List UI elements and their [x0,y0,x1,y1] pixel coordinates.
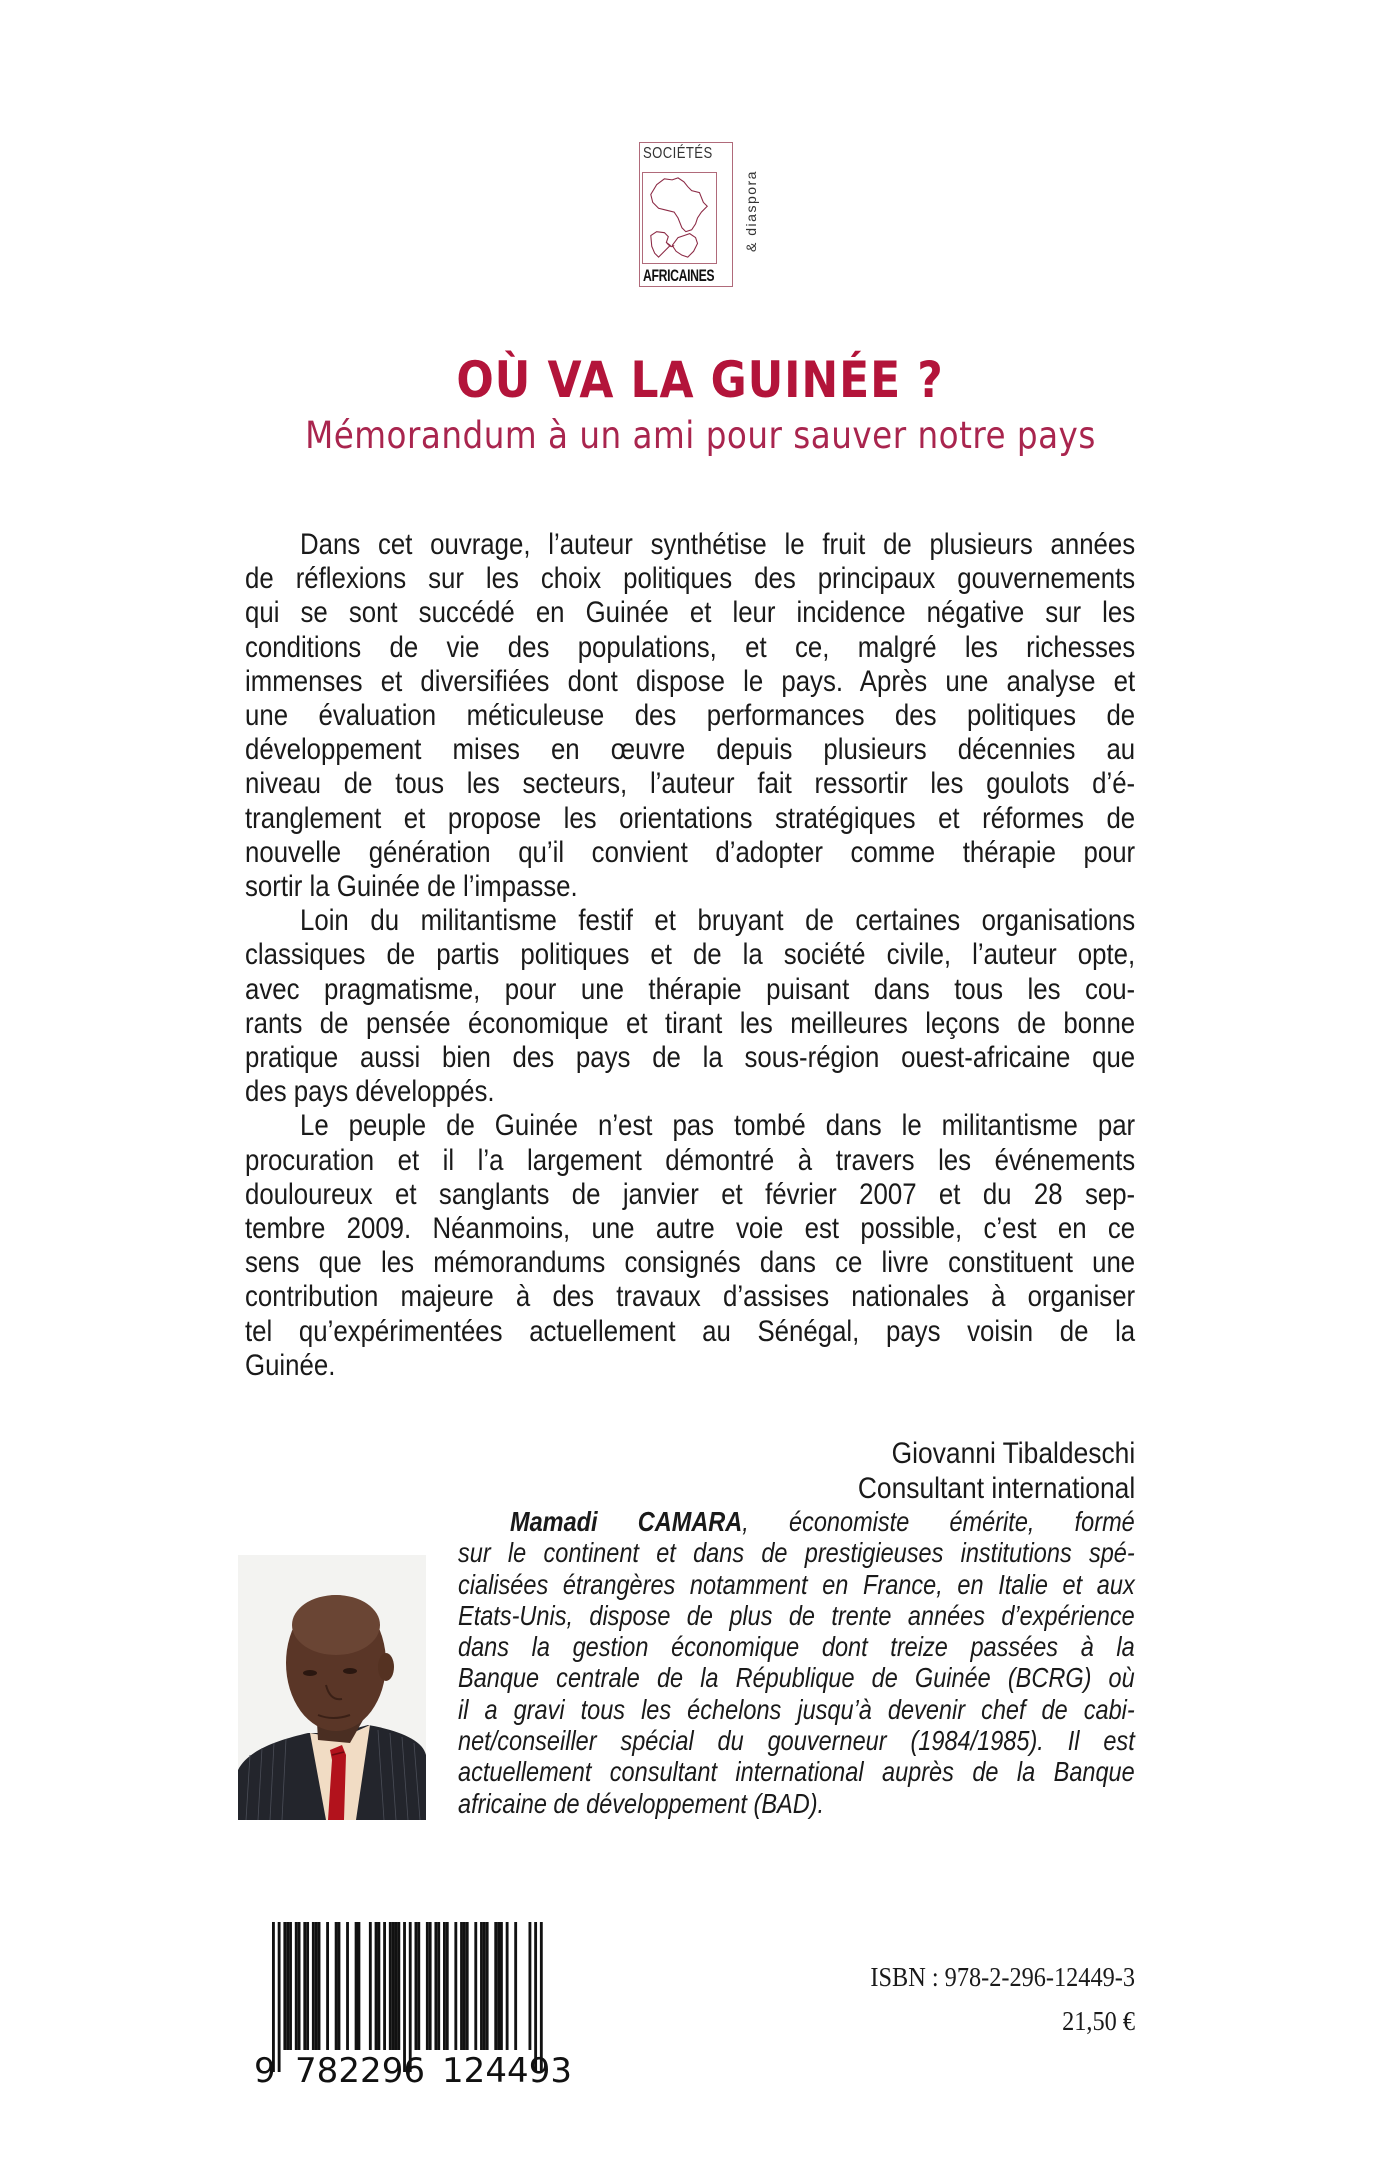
barcode-bar [355,1922,358,2050]
blurb-line [245,665,1135,699]
barcode-bar [312,1922,315,2050]
blurb-line [245,904,1135,938]
logo-top-text: SOCIÉTÉS [643,145,713,162]
barcode-bar [395,1922,398,2050]
barcode-bar [460,1922,463,2050]
blurb-line-text: sortir la Guinée de l’impasse. [245,870,578,904]
blurb-line [245,1075,1135,1109]
bio-line [458,1569,1135,1600]
signature-name: Giovanni Tibaldeschi [891,1437,1135,1470]
blurb-line [245,1280,1135,1314]
blurb-line-text: de réflexions sur les choix politiques des principaux gouvernements [245,562,1136,596]
barcode-bar [474,1922,477,2050]
author-photo [238,1555,426,1820]
barcode-bar [377,1922,380,2050]
blurb-line-text: classiques de partis politiques et de la société civile, l’auteur opte, [245,938,1136,972]
blurb-line [245,1109,1135,1143]
author-name: Mamadi CAMARA [510,1506,743,1537]
blurb-line [245,938,1135,972]
barcode-bar [437,1922,440,2050]
barcode-bar [514,1922,517,2050]
bio-line [458,1662,1135,1693]
blurb-line-text: tel qu’expérimentées actuellement au Sénégal, pays voisin de la [245,1314,1136,1348]
barcode-bar [463,1922,466,2050]
blurb-line-text: qui se sont succédé en Guinée et leur incidence négative sur les [245,596,1136,630]
bio-line-text: dans la gestion économique dont treize passées à la [458,1631,1135,1663]
barcode-bar [540,1922,543,2072]
blurb-line [245,1212,1135,1246]
blurb-line-text: avec pragmatisme, pour une thérapie puisant dans tous les cou- [245,972,1136,1006]
blurb-line [245,733,1135,767]
logo-side-text: & diaspora [743,170,759,252]
blurb-line [245,870,1135,904]
blurb-line-text: procuration et il l’a largement démontré à travers les événements [245,1143,1136,1177]
blurb-line [245,1041,1135,1075]
bio-line [458,1756,1135,1787]
bio-line-text: africaine de développement (BAD). [458,1787,825,1819]
bio-line-text: cialisées étrangères notamment en France, en Italie et aux [458,1568,1135,1600]
barcode-bar [289,1922,292,2050]
barcode-bar [392,1922,395,2050]
barcode-bar [397,1922,400,2050]
barcode-bar [338,1922,341,2050]
barcode-digits-right: 124493 [442,2051,572,2088]
barcode-bar [383,1922,386,2050]
logo-bottom-text: AFRICAINES [643,266,715,285]
blurb-line [245,1007,1135,1041]
barcode-digit-lead: 9 [254,2051,276,2088]
barcode-bar [506,1922,509,2050]
blurb-line [245,1349,1135,1383]
blurb-line [245,802,1135,836]
barcode-bar [315,1922,318,2050]
bio-first-line-text: , économiste émérite, formé [742,1506,1135,1537]
bio-line-text: actuellement consultant international auprès de la Banque [458,1756,1135,1788]
blurb-line-text: Dans cet ouvrage, l’auteur synthétise le fruit de plusieurs années [300,528,1136,561]
barcode-bar [529,1922,532,2050]
blurb-line [245,1315,1135,1349]
blurb-signature [820,1436,1135,1506]
blurb-line [245,528,1135,562]
bio-line [458,1788,1135,1819]
blurb-line [245,631,1135,665]
isbn-barcode [250,1918,580,2088]
barcode-bar [494,1922,497,2050]
blurb-line [245,562,1135,596]
barcode-bar [335,1922,338,2050]
blurb-line-text: tembre 2009. Néanmoins, une autre voie est possible, c’est en ce [245,1212,1136,1246]
barcode-bar [375,1922,378,2050]
blurb-line-text: sens que les mémorandums consignés dans ce livre constituent une [245,1246,1136,1280]
barcode-bar [426,1922,429,2050]
barcode-bar [497,1922,500,2050]
blurb-line-text: conditions de vie des populations, et ce, malgré les richesses [245,630,1136,664]
blurb-line-text: Loin du militantisme festif et bruyant de certaines organisations [300,904,1136,938]
barcode-bar [298,1922,301,2050]
blurb-line-text: des pays développés. [245,1075,495,1109]
blurb-line-text: immenses et diversifiées dont dispose le pays. Après une analyse et [245,664,1136,698]
blurb-line [245,836,1135,870]
blurb-line-text: rants de pensée économique et tirant les meilleures leçons de bonne [245,1006,1136,1040]
book-title: OÙ VA LA GUINÉE ? [456,351,944,409]
barcode-bar [409,1922,412,2072]
blurb-line-text: Le peuple de Guinée n’est pas tombé dans le militantisme par [300,1109,1136,1143]
barcode-bar [358,1922,361,2050]
blurb-line-text: tranglement et propose les orientations stratégiques et réformes de [245,801,1136,835]
blurb-line-text: une évaluation méticuleuse des performances des politiques de [245,699,1136,733]
barcode-bar [446,1922,449,2050]
blurb-line [245,1144,1135,1178]
barcode-bar [443,1922,446,2050]
blurb-line-text: nouvelle génération qu’il convient d’adopter comme thérapie pour [245,835,1136,869]
barcode-bar [272,1922,275,2072]
bio-line [458,1537,1135,1568]
barcode-bar [434,1922,437,2050]
barcode-bar [283,1922,286,2050]
bio-line-text: Etats-Unis, dispose de plus de trente années d’expérience [458,1599,1135,1631]
bio-line-text: il a gravi tous les échelons jusqu’à devenir chef de cabi- [458,1693,1135,1725]
blurb-line-text: niveau de tous les secteurs, l’auteur fait ressortir les goulots d’é- [245,767,1136,801]
barcode-bar [318,1922,321,2050]
barcode-bar [483,1922,486,2050]
barcode-bar [278,1922,281,2072]
blurb-line-text: douloureux et sanglants de janvier et février 2007 et du 28 sep- [245,1177,1136,1211]
barcode-bar [326,1922,329,2050]
book-subtitle [0,414,1400,457]
barcode-bar [295,1922,298,2050]
blurb-line-text: pratique aussi bien des pays de la sous-région ouest-africaine que [245,1041,1136,1075]
blurb-line-text: Guinée. [245,1348,336,1382]
book-price: 21,50 € [1062,2006,1135,2036]
bio-line [458,1631,1135,1662]
barcode-bar [534,1922,537,2072]
blurb-line-text: développement mises en œuvre depuis plusieurs décennies au [245,733,1136,767]
isbn-number: ISBN : 978-2-296-12449-3 [870,1962,1135,1992]
bio-line [458,1506,1135,1537]
blurb-line [245,1246,1135,1280]
barcode-bar [500,1922,503,2050]
barcode-bar [429,1922,432,2050]
bio-line-text: sur le continent et dans de prestigieuses institutions spé- [458,1537,1135,1569]
bio-line-text: Banque centrale de la République de Guinée (BCRG) où [458,1662,1135,1694]
barcode-bar [286,1922,289,2050]
blurb-line [245,596,1135,630]
barcode-bar [454,1922,457,2050]
bio-line-text: net/conseiller spécial du gouverneur (1984/1985). Il est [458,1725,1135,1757]
barcode-bar [466,1922,469,2050]
bio-line [458,1600,1135,1631]
barcode-bar [303,1922,306,2050]
blurb-line [245,767,1135,801]
bio-line [458,1725,1135,1756]
publisher-logo [639,142,759,287]
signature-role: Consultant international [857,1472,1135,1505]
barcode-digits-left: 782296 [295,2051,425,2088]
book-subtitle-text: Mémorandum à un ami pour sauver notre pays [304,414,1096,457]
barcode-bar [480,1922,483,2050]
blurb-line [245,973,1135,1007]
barcode-bar [369,1922,372,2050]
barcode-bar [417,1922,420,2050]
barcode-bar [486,1922,489,2050]
africa-map-icon [642,172,717,264]
blurb-line [245,699,1135,733]
blurb-line-text: contribution majeure à des travaux d’assises nationales à organiser [245,1280,1136,1314]
blurb-line [245,1178,1135,1212]
barcode-bar [403,1922,406,2072]
barcode-bar [415,1922,418,2050]
barcode-bar [306,1922,309,2050]
bio-line [458,1694,1135,1725]
author-bio [458,1506,1135,1819]
barcode-bar [389,1922,392,2050]
back-cover-blurb [245,528,1135,1383]
barcode-bar [346,1922,349,2050]
